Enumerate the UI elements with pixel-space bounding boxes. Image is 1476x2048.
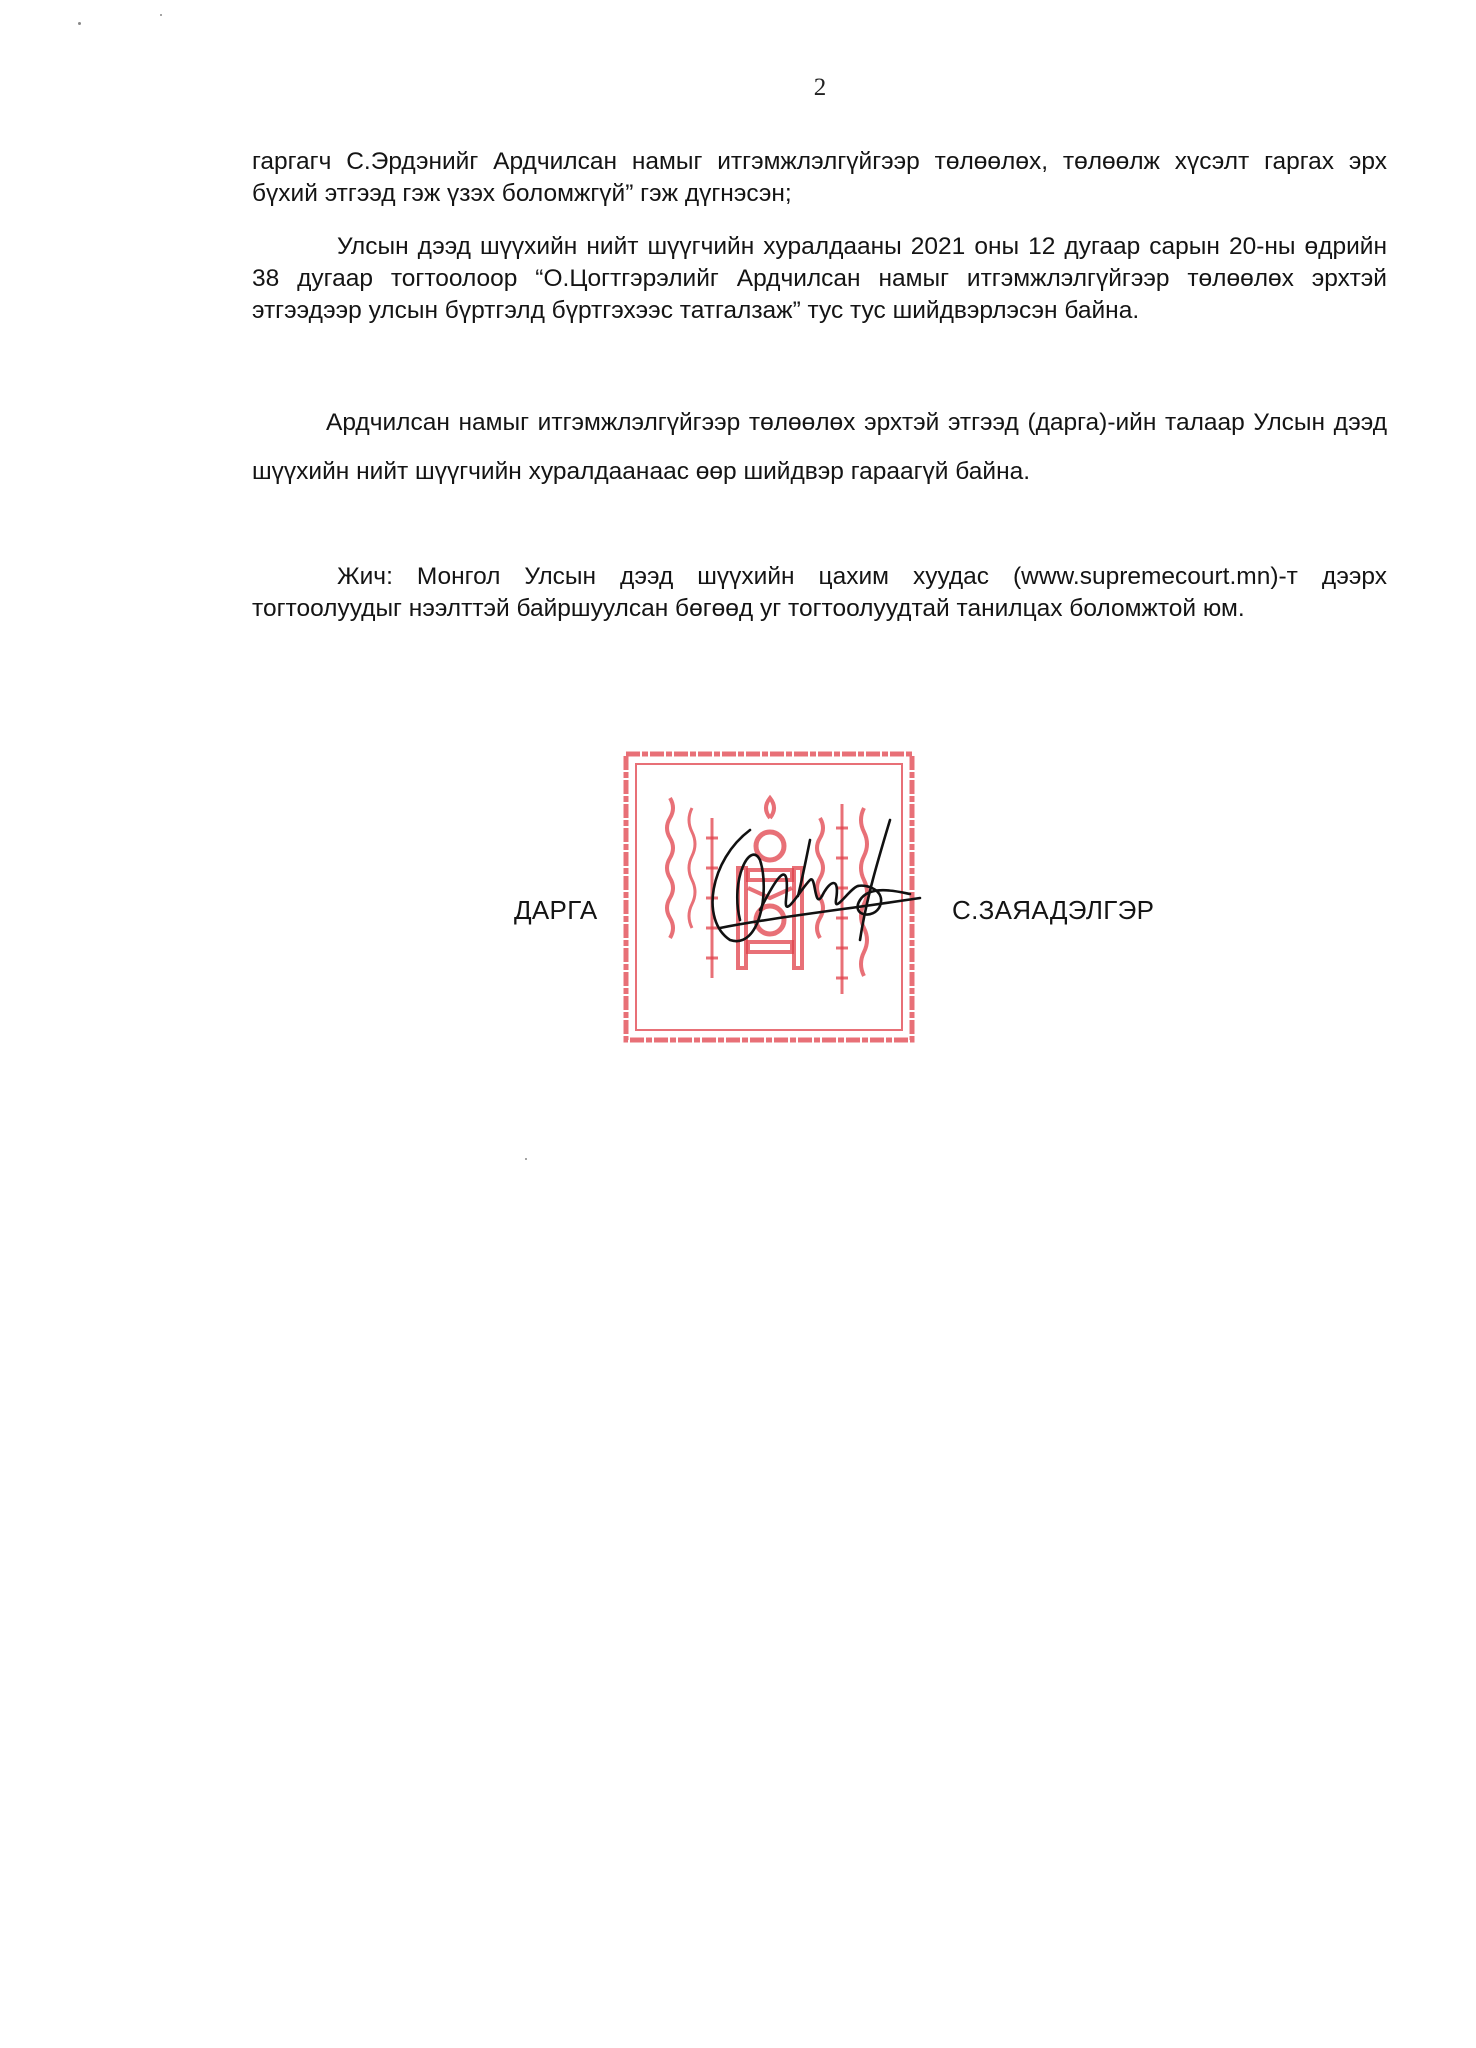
paragraph-2: Улсын дээд шүүхийн нийт шүүгчийн хуралдааны 2021 оны 12 дугаар сарын 20-ны өдрийн 38 дугаар тогтоолоор “О.Цогтгэрэлийг Ардчилсан намыг итгэмжлэлгүйгээр төлөөлөх эрхтэй этгээдээр улсын бүртгэлд бүртгэхээс татгалзаж” тус тус шийдвэрлэсэн байна. bbox=[252, 233, 1387, 324]
scan-speck bbox=[525, 1158, 527, 1160]
paragraph-3: Ардчилсан намыг итгэмжлэлгүйгээр төлөөлөх эрхтэй этгээд (дарга)-ийн талаар Улсын дээд шүүхийн нийт шүүгчийн хуралдаанаас өөр шийдвэр гараагүй байна. bbox=[252, 409, 1387, 485]
scan-speck bbox=[78, 22, 81, 25]
page-number: 2 bbox=[813, 74, 827, 101]
signatory-title: ДАРГА bbox=[514, 895, 598, 925]
handwritten-signature-icon bbox=[690, 800, 930, 970]
scan-speck bbox=[160, 14, 162, 16]
signatory-name: С.ЗАЯАДЭЛГЭР bbox=[952, 895, 1155, 925]
paragraph-4-note: Жич: Монгол Улсын дээд шүүхийн цахим хуудас (www.supremecourt.mn)-т дээрх тогтоолуудыг нээлттэй байршуулсан бөгөөд уг тогтоолуудтай танилцах боломжтой юм. bbox=[252, 563, 1387, 622]
paragraph-1: гаргагч С.Эрдэнийг Ардчилсан намыг итгэмжлэлгүйгээр төлөөлөх, төлөөлж хүсэлт гаргах эрх бүхий этгээд гэж үзэх боломжгүй” гэж дүгнэсэн; bbox=[252, 148, 1387, 207]
